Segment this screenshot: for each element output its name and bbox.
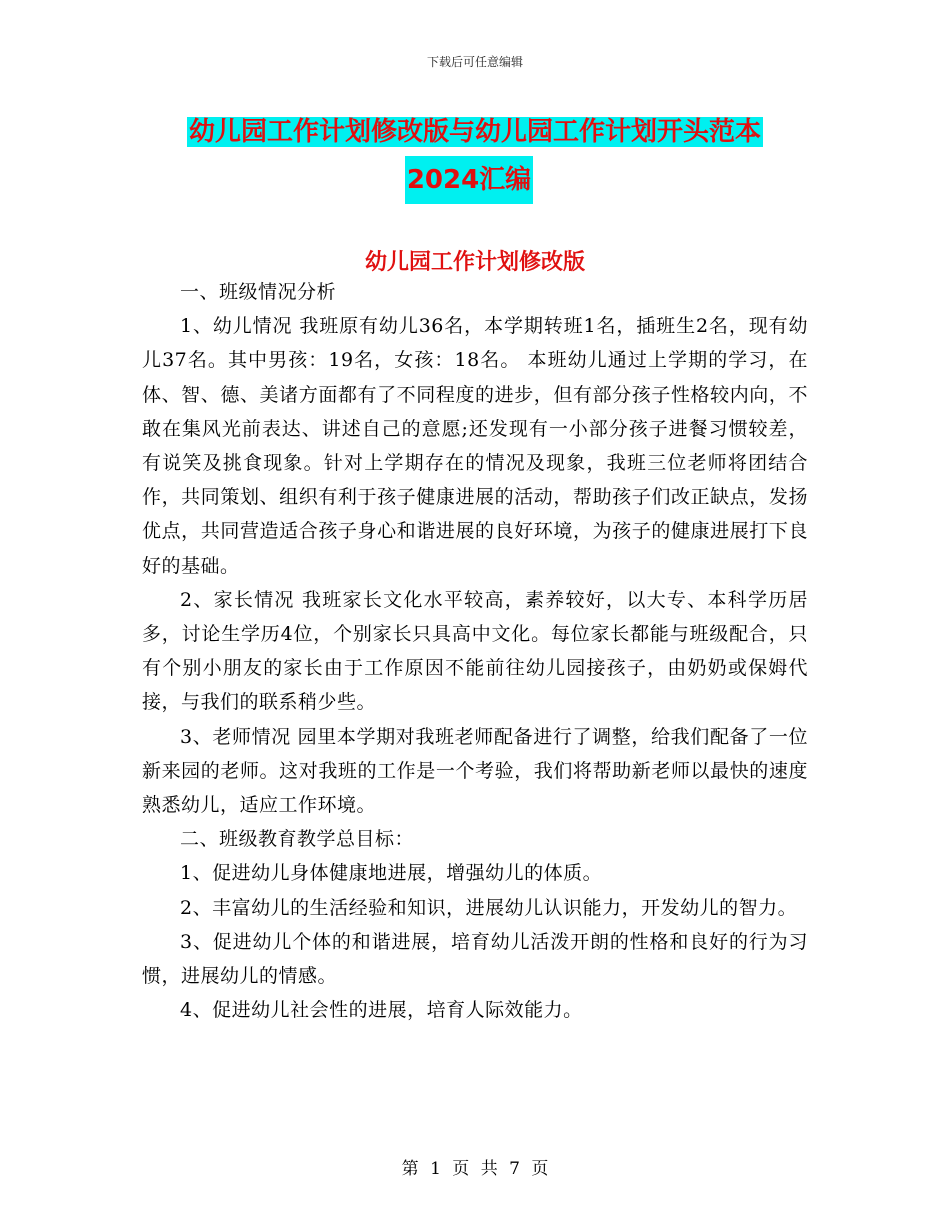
heading-goals: 二、班级教育教学总目标：	[180, 828, 415, 851]
heading-class-analysis: 一、班级情况分析	[180, 281, 337, 303]
title-line-1: 幼儿园工作计划修改版与幼儿园工作计划开头范本	[188, 117, 761, 147]
goal-item-1: 1、促进幼儿身体健康地进展，增强幼儿的体质。	[180, 862, 603, 885]
paragraph-children: 1、幼儿情况 我班原有幼儿36名，本学期转班1名，插班生2名，现有幼儿37名。其中男孩：19名，女孩：18名。 本班幼儿通过上学期的学习，在体、智、德、美诸方面都有了不同程度的进步，但有部分孩子性格较内向，不敢在集风光前表达、讲述自己的意愿;还发现有一小部分孩子进餐习惯较差，有说笑及挑食现象。针对上学期存在的情况及现象，我班三位老师将团结合作，共同策划、组织有利于孩子健康进展的活动，帮助孩子们改正缺点，发扬优点，共同营造适合孩子身心和谐进展的良好环境，为孩子的健康进展打下良好的基础。	[142, 315, 808, 577]
paragraph-teachers: 3、老师情况 园里本学期对我班老师配备进行了调整，给我们配备了一位新来园的老师。这对我班的工作是一个考验，我们将帮助新老师以最快的速度熟悉幼儿，适应工作环境。	[142, 725, 808, 817]
goal-item-4: 4、促进幼儿社会性的进展，培育人际效能力。	[180, 999, 583, 1022]
goal-item-2: 2、丰富幼儿的生活经验和知识，进展幼儿认识能力，开发幼儿的智力。	[180, 896, 798, 919]
paragraph-parents: 2、家长情况 我班家长文化水平较高，素养较好，以大专、本科学历居多，讨论生学历4位，个别家长只具高中文化。每位家长都能与班级配合，只有个别小朋友的家长由于工作原因不能前往幼儿园接孩子，由奶奶或保姆代接，与我们的联系稍少些。	[142, 588, 808, 714]
title-line-2: 2024汇编	[405, 156, 533, 204]
document-title	[0, 108, 950, 204]
section-title: 幼儿园工作计划修改版	[364, 250, 585, 275]
header-note: 下载后可任意编辑	[426, 55, 523, 69]
document-body	[142, 275, 808, 1027]
goal-item-3: 3、促进幼儿个体的和谐进展，培育幼儿活泼开朗的性格和良好的行为习惯，进展幼儿的情感。	[142, 930, 808, 988]
page-number: 第 1 页 共 7 页	[401, 1159, 549, 1179]
